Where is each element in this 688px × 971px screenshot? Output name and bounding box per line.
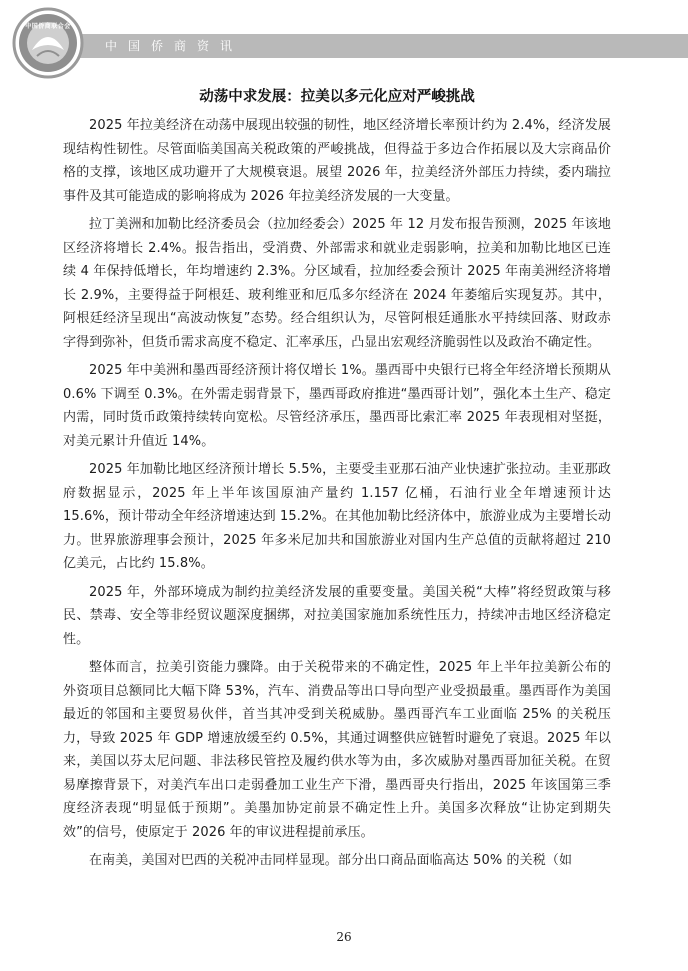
logo-emblem-icon [10,6,90,80]
logo-text: 中国侨商联合会 [25,23,71,30]
article-title: 动荡中求发展：拉美以多元化应对严峻挑战 [199,89,475,105]
article-paragraph: 2025 年加勒比地区经济预计增长 5.5%，主要受圭亚那石油产业快速扩张拉动。圭亚那政府数据显示，2025 年上半年该国原油产量约 1.157 亿桶，石油行业全年增速预计达 15.6%，预计带动全年经济增速达到 15.2%。在其他加勒比经济体中，旅游业成为主要增长动力。世界旅游理事会预计，2025 年多米尼加共和国旅游业对国内生产总值的贡献将超过 210 亿美元，占比约 15.8%。 [63,462,611,571]
article-paragraph: 拉丁美洲和加勒比经济委员会（拉加经委会）2025 年 12 月发布报告预测，2025 年该地区经济将增长 2.4%。报告指出，受消费、外部需求和就业走弱影响，拉美和加勒比地区已连续 4 年保持低增长，年均增速约 2.3%。分区域看，拉加经委会预计 2025 年南美洲经济将增长 2.9%，主要得益于阿根廷、玻利维亚和厄瓜多尔经济在 2024 年萎缩后实现复苏。其中，阿根廷经济呈现出“高波动恢复”态势。经合组织认为，尽管阿根廷通胀水平持续回落、财政赤字得到弥补，但货币需求高度不稳定、汇率承压，凸显出宏观经济脆弱性以及政治不确定性。 [63,217,611,350]
publication-title: 中国侨商资讯 [105,39,244,53]
article-paragraph: 2025 年，外部环境成为制约拉美经济发展的重要变量。美国关税“大棒”将经贸政策与移民、禁毒、安全等非经贸议题深度捆绑，对拉美国家施加系统性压力，持续冲击地区经济稳定性。 [63,584,611,647]
logo [10,6,90,80]
article-paragraph: 整体而言，拉美引资能力骤降。由于关税带来的不确定性，2025 年上半年拉美新公布的外资项目总额同比大幅下降 53%，汽车、消费品等出口导向型产业受损最重。墨西哥作为美国最近的邻国和主要贸易伙伴，首当其冲受到关税威胁。墨西哥汽车工业面临 25% 的关税压力，导致 2025 年 GDP 增速放缓至约 0.5%，其通过调整供应链暂时避免了衰退。2025 年以来，美国以芬太尼问题、非法移民管控及履约供水等为由，多次威胁对墨西哥加征关税。在贸易摩擦背景下，对美汽车出口走弱叠加工业生产下滑，墨西哥央行指出，2025 年该国第三季度经济表现“明显低于预期”。美墨加协定前景不确定性上升。美国多次释放“让协定到期失效”的信号，使原定于 2026 年的审议进程提前承压。 [63,660,611,840]
page-number: 26 [336,930,352,944]
article [63,80,611,878]
article-paragraph: 2025 年中美洲和墨西哥经济预计将仅增长 1%。墨西哥中央银行已将全年经济增长预期从 0.6% 下调至 0.3%。在外需走弱背景下，墨西哥政府推进“墨西哥计划”，强化本土生产、稳定内需，同时货币政策持续转向宽松。尽管经济承压，墨西哥比索汇率 2025 年表现相对坚挺，对美元累计升值近 14%。 [63,363,611,449]
article-paragraph: 2025 年拉美经济在动荡中展现出较强的韧性，地区经济增长率预计约为 2.4%，经济发展现结构性韧性。尽管面临美国高关税政策的严峻挑战，但得益于多边合作拓展以及大宗商品价格的支撑，该地区成功避开了大规模衰退。展望 2026 年，拉美经济外部压力持续，委内瑞拉事件及其可能造成的影响将成为 2026 年拉美经济发展的一大变量。 [63,118,611,204]
page-header [0,0,688,80]
article-paragraph: 在南美，美国对巴西的关税冲击同样显现。部分出口商品面临高达 50% 的关税（如 [89,853,573,868]
